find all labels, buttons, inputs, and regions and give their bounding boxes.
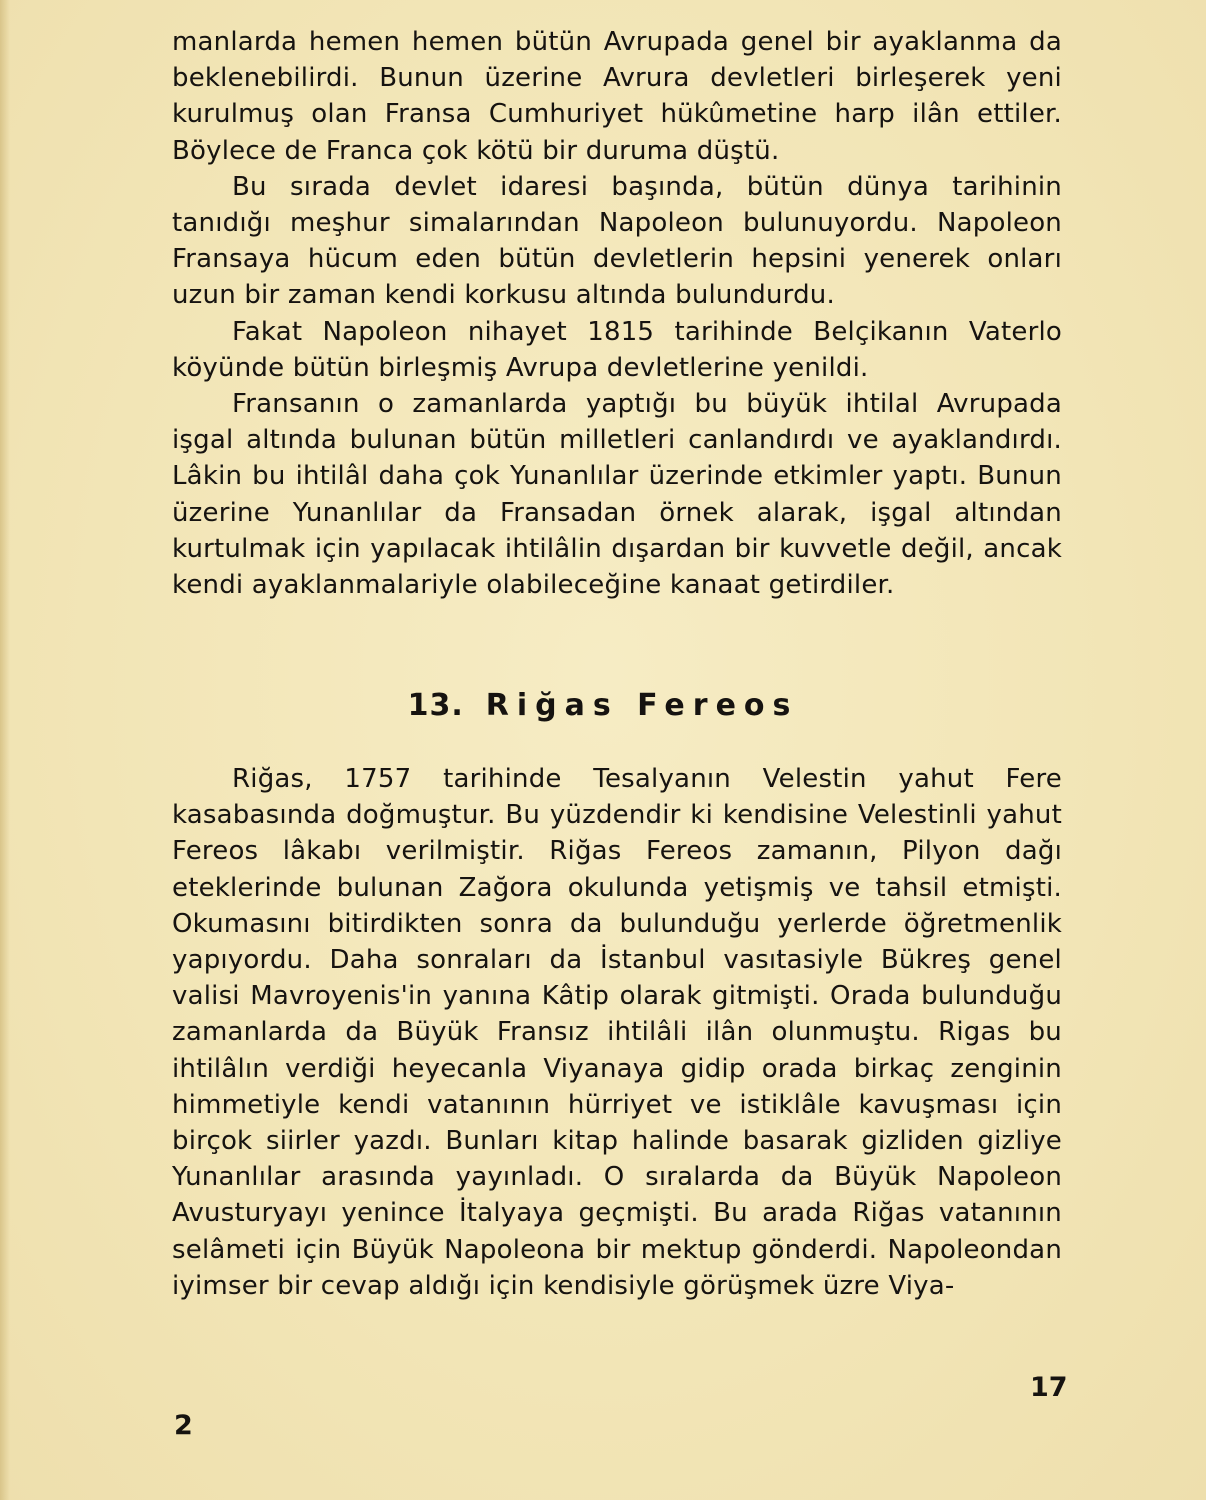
page-left-edge-shadow [0,0,10,1500]
section-title: Riğas Fereos [485,688,799,723]
paragraph-napoleon: Bu sırada devlet idaresi başında, bütün dünya tarihinin tanıdığı meşhur simalarından Napoleon bulunuyordu. Napoleon Fransaya hücum eden bütün devletlerin hepsini yenerek onları uzun bir zaman kendi korkusu altında bulundurdu. [172,171,1062,311]
paragraph-continuation: manlarda hemen hemen bütün Avrupada genel bir ayaklanma da beklenebilirdi. Bunun üzerine Avrura devletleri birleşerek yeni kurulmuş olan Fransa Cumhuriyet hükûmetine harp ilân ettiler. Böylece de Franca çok kötü bir duruma düştü. [172,27,1062,166]
paragraph-waterloo: Fakat Napoleon nihayet 1815 tarihinde Belçikanın Vaterlo köyünde bütün birleşmiş Avrupa devletlerine yenildi. [172,316,1062,383]
signature-mark: 2 [174,1410,193,1441]
page-number: 17 [1030,1372,1068,1403]
section-number: 13. [407,688,464,723]
top-text-block [172,24,1062,603]
paragraph-revolution-effect: Fransanın o zamanlarda yaptığı bu büyük ihtilal Avrupada işgal altında bulunan bütün milletleri canlandırdı ve ayaklandırdı. Lâkin bu ihtilâl daha çok Yunanlılar üzerinde etkimler yaptı. Bunun üzerine Yunanlılar da Fransadan örnek alarak, işgal altından kurtulmak için yapılacak ihtilâlin dışardan bir kuvvetle değil, ancak kendi ayaklanmalariyle olabileceğine kanaat getirdiler. [172,389,1062,601]
section-heading [0,688,1206,723]
section-text-block [172,761,1062,1304]
paragraph-rigas-biography: Riğas, 1757 tarihinde Tesalyanın Velestin yahut Fere kasabasında doğmuştur. Bu yüzdendir ki kendisine Velestinli yahut Fereos lâkabı verilmiştir. Riğas Fereos zamanın, Pilyon dağı eteklerinde bulunan Zağora okulunda yetişmiş ve tahsil etmişti. Okumasını bitirdikten sonra da bulunduğu yerlerde öğretmenlik yapıyordu. Daha sonraları da İstanbul vasıtasiyle Bükreş genel valisi Mavroyenis'in yanına Kâtip olarak gitmişti. Orada bulunduğu zamanlarda da Büyük Fransız ihtilâli ilân olunmuştu. Rigas bu ihtilâlın verdiği heyecanla Viyanaya gidip orada birkaç zenginin himmetiyle kendi vatanının hürriyet ve istiklâle kavuşması için birçok siirler yazdı. Bunları kitap halinde basarak gizliden gizliye Yunanlılar arasında yayınladı. O sıralarda da Büyük Napoleon Avusturyayı yenince İtalyaya geçmişti. Bu arada Riğas vatanının selâmeti için Büyük Napoleona bir mektup gönderdi. Napoleondan iyimser bir cevap aldığı için kendisiyle görüşmek üzre Viya- [172,764,1062,1301]
